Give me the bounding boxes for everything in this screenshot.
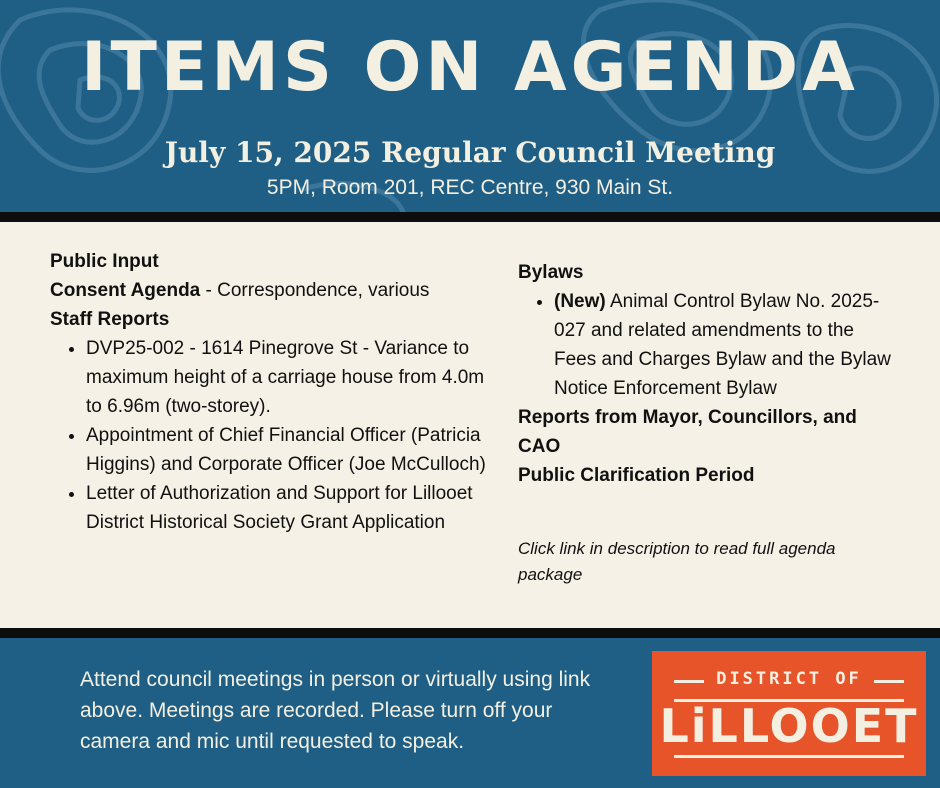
agenda-right-column	[518, 258, 898, 588]
list-item: • Letter of Authorization and Support for Lillooet District Historical Society Grant Application	[86, 479, 505, 537]
logo-top-text: DISTRICT OF	[716, 669, 862, 689]
agenda-panel	[0, 222, 940, 628]
reports-heading: Reports from Mayor, Councillors, and CAO	[518, 407, 857, 457]
divider-bottom	[0, 628, 940, 638]
bylaws-heading: Bylaws	[518, 262, 584, 283]
logo-main-text: LiLLOOET	[659, 699, 919, 753]
meeting-location: 5PM, Room 201, REC Centre, 930 Main St.	[266, 176, 674, 199]
agenda-left-column	[50, 247, 505, 537]
list-item: • DVP25-002 - 1614 Pinegrove St - Variance to maximum height of a carriage house from 4.0m to 6.96m (two-storey).	[86, 334, 505, 421]
bylaw-item-text: Animal Control Bylaw No. 2025-027 and related amendments to the Fees and Charges Bylaw and the Bylaw Notice Enforcement Bylaw	[554, 291, 891, 399]
staff-reports-list	[50, 334, 505, 537]
new-tag: (New)	[554, 291, 606, 312]
footer-notice: Attend council meetings in person or virtually using link above. Meetings are recorded. Please turn off your camera and mic until requested to speak.	[80, 668, 591, 753]
page-title: ITEMS ON AGENDA	[81, 28, 859, 107]
header-banner	[0, 0, 940, 212]
consent-agenda-heading: Consent Agenda	[50, 280, 201, 301]
list-item: • Appointment of Chief Financial Officer (Patricia Higgins) and Corporate Officer (Joe McCulloch)	[86, 421, 505, 479]
bylaws-list	[518, 287, 898, 403]
district-logo	[652, 651, 926, 776]
meeting-subtitle: July 15, 2025 Regular Council Meeting	[164, 136, 776, 169]
agenda-note: Click link in description to read full agenda package	[518, 539, 836, 584]
logo-rule	[674, 755, 904, 758]
staff-reports-heading: Staff Reports	[50, 309, 170, 330]
divider-top	[0, 212, 940, 222]
consent-agenda-line	[50, 276, 505, 305]
clarification-heading: Public Clarification Period	[518, 465, 755, 486]
list-item	[554, 287, 898, 403]
consent-agenda-detail: - Correspondence, various	[200, 280, 430, 301]
public-input-heading: Public Input	[50, 251, 159, 272]
